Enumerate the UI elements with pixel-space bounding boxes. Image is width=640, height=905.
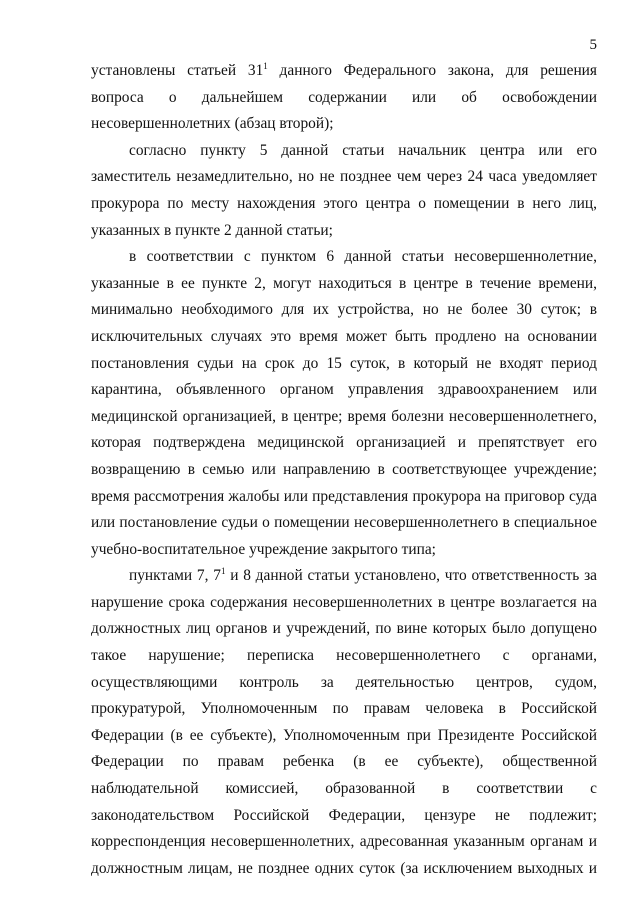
text-line bbox=[91, 404, 597, 431]
text-line bbox=[91, 218, 597, 245]
text-segment: постановления судьи на срок до 15 суток, в который не входят период bbox=[91, 354, 597, 372]
text-line bbox=[91, 351, 597, 378]
text-segment: время рассмотрения жалобы или представления прокурора на приговор суда bbox=[91, 487, 597, 505]
page-number: 5 bbox=[589, 37, 597, 53]
text-line bbox=[91, 377, 597, 404]
text-line bbox=[91, 191, 597, 218]
text-line bbox=[91, 510, 597, 537]
text-segment: должностным лицам, не позднее одних суток (за исключением выходных и bbox=[91, 859, 597, 877]
text-line bbox=[91, 138, 597, 165]
text-line bbox=[91, 643, 597, 670]
text-line bbox=[91, 111, 597, 138]
text-line bbox=[91, 829, 597, 856]
text-line bbox=[91, 803, 597, 830]
paragraph bbox=[91, 138, 597, 244]
text-segment: учебно-воспитательное учреждение закрытого типа; bbox=[91, 540, 436, 558]
text-segment: пунктами 7, 7 bbox=[129, 567, 221, 585]
text-line bbox=[91, 696, 597, 723]
text-segment: наблюдательной комиссией, образованной в соответствии с bbox=[91, 780, 597, 798]
text-line bbox=[91, 616, 597, 643]
text-line bbox=[91, 776, 597, 803]
text-segment: Федерации (в ее субъекте), Уполномоченным при Президенте Российской bbox=[91, 726, 597, 744]
document-body bbox=[91, 58, 597, 882]
text-segment: прокурора по месту нахождения этого центра о помещении в него лиц, bbox=[91, 194, 597, 212]
text-segment: корреспонденция несовершеннолетних, адресованная указанным органам и bbox=[91, 833, 597, 851]
text-line bbox=[91, 484, 597, 511]
text-segment: в соответствии с пунктом 6 данной статьи несовершеннолетние, bbox=[129, 248, 597, 266]
text-line bbox=[91, 164, 597, 191]
text-segment: исключительных случаях это время может быть продлено на основании bbox=[91, 327, 597, 345]
text-line bbox=[91, 324, 597, 351]
text-segment: такое нарушение; переписка несовершеннолетнего с органами, bbox=[91, 647, 597, 665]
text-segment: которая подтверждена медицинской организацией и препятствует его bbox=[91, 434, 597, 452]
text-line bbox=[91, 244, 597, 271]
text-line bbox=[91, 58, 597, 85]
paragraph bbox=[91, 58, 597, 138]
superscript: 1 bbox=[220, 566, 226, 577]
text-segment: заместитель незамедлительно, но не позднее чем через 24 часа уведомляет bbox=[91, 168, 597, 186]
text-segment: или постановление судьи о помещении несовершеннолетнего в специальное bbox=[91, 514, 597, 532]
text-line bbox=[91, 670, 597, 697]
text-segment: минимально необходимого для их устройства, но не более 30 суток; в bbox=[91, 301, 597, 319]
text-line bbox=[91, 457, 597, 484]
text-line bbox=[91, 430, 597, 457]
text-segment: согласно пункту 5 данной статьи начальник центра или его bbox=[129, 141, 597, 159]
text-segment: данного Федерального закона, для решения bbox=[267, 62, 597, 79]
text-segment: должностных лиц органов и учреждений, по вине которых было допущено bbox=[91, 620, 597, 638]
text-line bbox=[91, 856, 597, 883]
text-line bbox=[91, 271, 597, 298]
text-segment: указанные в ее пункте 2, могут находиться в центре в течение времени, bbox=[91, 274, 597, 292]
text-segment: и 8 данной статьи установлено, что ответственность за bbox=[225, 567, 597, 585]
text-line bbox=[91, 723, 597, 750]
text-line bbox=[91, 537, 597, 564]
text-segment: нарушение срока содержания несовершеннолетних в центре возлагается на bbox=[91, 593, 597, 611]
text-line bbox=[91, 590, 597, 617]
text-segment: Федерации по правам ребенка (в ее субъекте), общественной bbox=[91, 753, 597, 771]
text-line bbox=[91, 85, 597, 112]
text-segment: возвращению в семью или направлению в соответствующее учреждение; bbox=[91, 460, 597, 478]
text-line bbox=[91, 749, 597, 776]
text-segment: несовершеннолетних (абзац второй); bbox=[91, 115, 334, 133]
text-segment: прокуратурой, Уполномоченным по правам человека в Российской bbox=[91, 700, 597, 718]
superscript: 1 bbox=[263, 61, 268, 71]
text-segment: карантина, объявленного органом управления здравоохранением или bbox=[91, 381, 597, 399]
paragraph bbox=[91, 244, 597, 563]
text-segment: медицинской организацией, в центре; время болезни несовершеннолетнего, bbox=[91, 407, 597, 425]
text-line bbox=[91, 563, 597, 590]
text-segment: осуществляющими контроль за деятельностью центров, судом, bbox=[91, 673, 597, 691]
text-line bbox=[91, 297, 597, 324]
text-segment: вопроса о дальнейшем содержании или об освобождении bbox=[91, 88, 597, 106]
text-segment: законодательством Российской Федерации, цензуре не подлежит; bbox=[91, 806, 597, 824]
text-segment: установлены статьей 31 bbox=[91, 62, 264, 79]
paragraph bbox=[91, 563, 597, 882]
text-segment: указанных в пункте 2 данной статьи; bbox=[91, 221, 333, 239]
